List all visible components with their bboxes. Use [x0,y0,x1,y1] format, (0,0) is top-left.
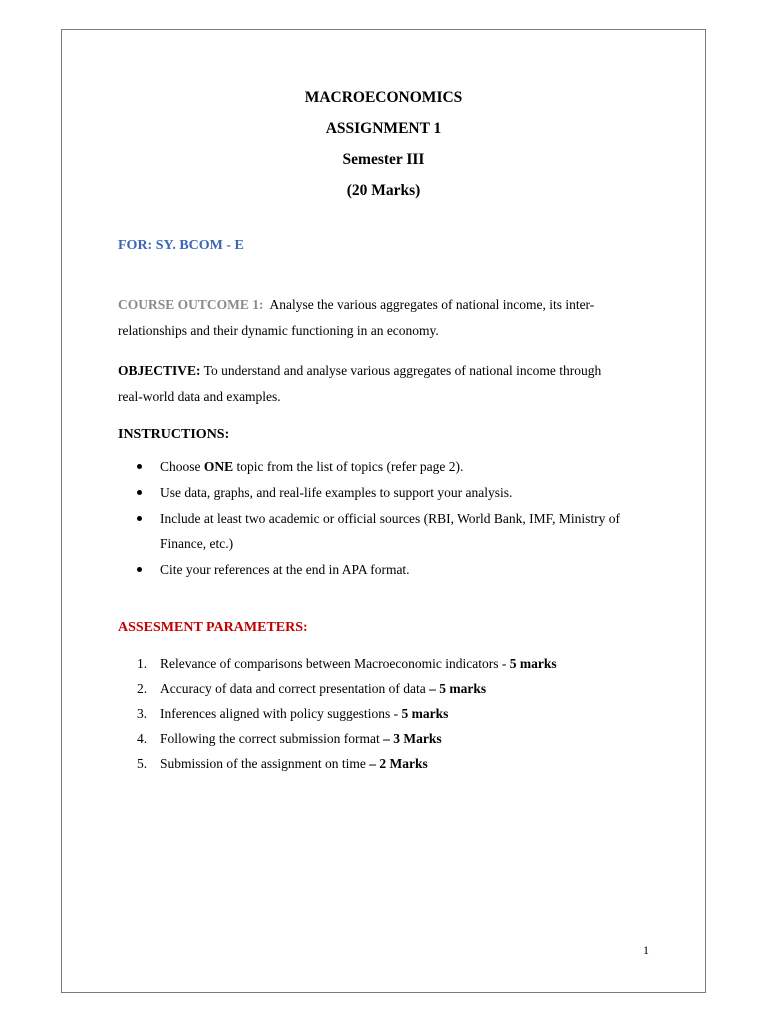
assignment-label: ASSIGNMENT 1 [325,120,442,137]
instructions-list [118,454,658,583]
list-item [118,676,557,701]
item-number: 2. [137,681,148,696]
objective-label: OBJECTIVE: [118,363,201,378]
item-number: 4. [137,731,148,746]
objective [118,358,618,410]
bullet-icon [137,464,142,469]
parameter-marks: – 2 Marks [369,756,428,771]
instruction-emphasis: ONE [203,459,234,474]
course-outcome [118,292,618,344]
document-page [61,29,706,993]
page-number: 1 [643,943,649,957]
parameter-text: Inferences aligned with policy suggestions - [160,706,402,721]
instruction-text: Use data, graphs, and real-life examples to support your analysis. [160,485,513,500]
total-marks: (20 Marks) [346,182,421,199]
list-item [118,651,557,676]
parameter-text: Accuracy of data and correct presentation of data [160,681,430,696]
parameter-text: Following the correct submission format [160,731,384,746]
list-item [118,506,658,556]
objective-text: To understand and analyse various aggregates of national income through real-world data and examples. [118,363,602,404]
list-item [118,557,658,582]
list-item [118,726,557,751]
bullet-icon [137,567,142,572]
parameter-marks: – 3 Marks [383,731,442,746]
parameter-marks: – 5 marks [429,681,487,696]
item-number: 3. [137,706,148,721]
parameter-text: Submission of the assignment on time [160,756,370,771]
instruction-text: Include at least two academic or official sources (RBI, World Bank, IMF, Ministry of Finance, etc.) [160,511,620,551]
parameter-marks: 5 marks [509,656,557,671]
item-number: 5. [137,756,148,771]
instruction-text: Choose [160,459,204,474]
course-outcome-label: COURSE OUTCOME 1: [118,297,264,312]
class-line: FOR: SY. BCOM - E [118,238,244,253]
assessment-heading: ASSESMENT PARAMETERS: [118,620,308,635]
list-item [118,751,557,776]
title-block [62,88,705,212]
course-outcome-text: Analyse the various aggregates of national income, its inter-relationships and their dynamic functioning in an economy. [118,297,595,338]
parameter-text: Relevance of comparisons between Macroeconomic indicators - [160,656,510,671]
bullet-icon [137,516,142,521]
instructions-heading: INSTRUCTIONS: [118,427,230,442]
instruction-text: topic from the list of topics (refer page 2). [233,459,464,474]
semester-label: Semester III [342,151,425,168]
instruction-text: Cite your references at the end in APA format. [160,562,410,577]
document-title: MACROECONOMICS [304,89,463,106]
parameter-marks: 5 marks [401,706,449,721]
item-number: 1. [137,656,148,671]
bullet-icon [137,490,142,495]
list-item [118,454,658,479]
assessment-list [118,651,557,776]
list-item [118,480,658,505]
list-item [118,701,557,726]
